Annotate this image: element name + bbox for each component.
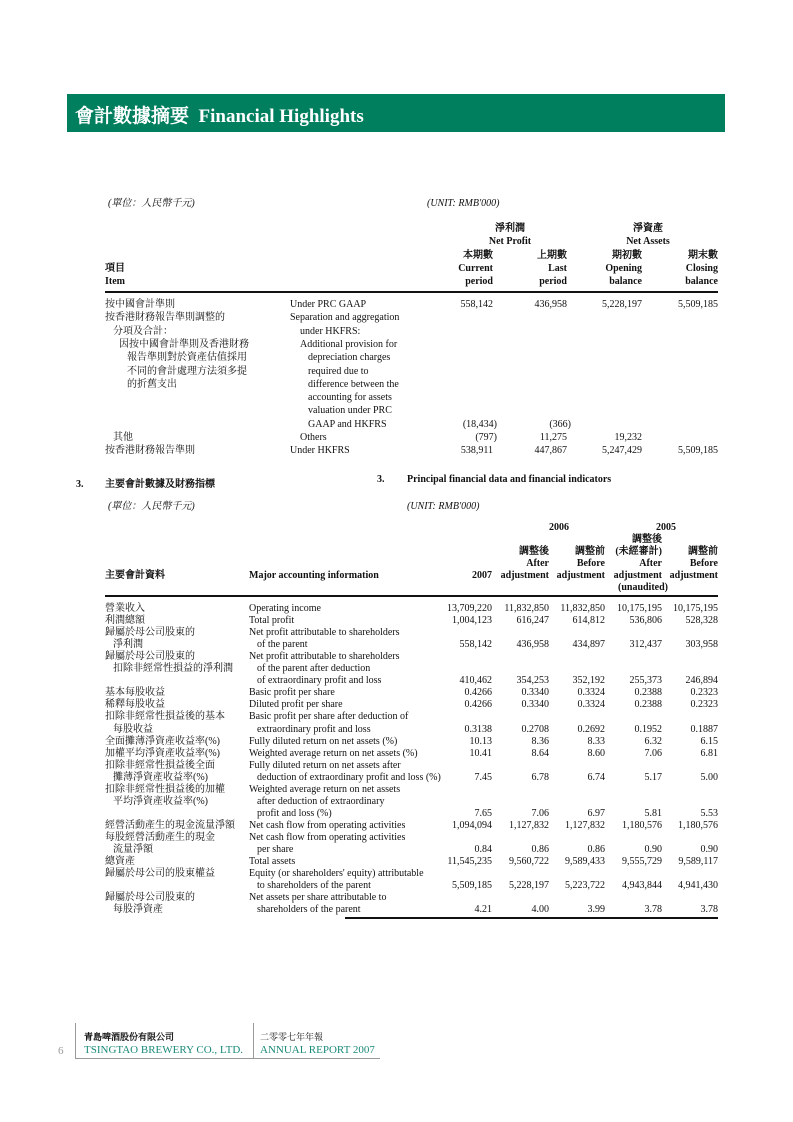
column-header-item-cn: 項目	[105, 263, 125, 274]
column-header-cn: 期末數	[688, 250, 718, 261]
table-cell: 1,127,832	[565, 819, 605, 831]
table-cell: 9,589,117	[678, 856, 718, 868]
table-cell: 11,275	[539, 432, 567, 443]
column-header-en: period	[539, 276, 567, 287]
column-header: adjustment	[556, 570, 605, 581]
table-cell: 10,175,195	[617, 603, 662, 614]
column-header: After	[639, 558, 662, 569]
column-header: Before	[576, 558, 605, 569]
table-cell: 19,232	[614, 432, 642, 443]
table-cell: 0.1952	[634, 723, 662, 735]
table-cell: 0.2708	[521, 723, 549, 735]
row-label-en: deduction of extraordinary profit and loss (%)	[257, 771, 441, 783]
table-cell: 11,832,850	[560, 603, 605, 614]
row-label-en: Net profit attributable to shareholders	[249, 651, 400, 663]
table-cell: 8.64	[531, 747, 549, 759]
table-cell: (18,434)	[462, 418, 497, 430]
table-cell: 5,228,197	[509, 880, 549, 892]
row-label-cn: 每股收益	[113, 723, 153, 735]
table-cell: 0.90	[644, 844, 662, 855]
row-label-en: Additional provision for	[300, 338, 398, 350]
table-cell: 410,462	[459, 675, 492, 687]
table-cell: 8.60	[587, 747, 605, 759]
row-label-en: to shareholders of the parent	[257, 880, 371, 892]
table-cell: 6.15	[700, 735, 718, 747]
column-header-en: balance	[609, 276, 642, 287]
table-cell: 11,545,235	[447, 856, 492, 868]
report-name-en: ANNUAL REPORT 2007	[260, 1044, 375, 1056]
row-label-en: Weighted average return on net assets (%)	[249, 747, 418, 759]
table-cell: 0.3138	[464, 723, 492, 735]
table-cell: 3.99	[587, 904, 605, 916]
row-label-cn: 扣除非經常性損益後的基本	[105, 711, 225, 723]
row-label-en: Fully diluted return on net assets (%)	[249, 735, 398, 747]
group-header-en: Net Profit	[488, 236, 532, 247]
table-cell: 5.00	[700, 771, 718, 783]
table-cell: 13,709,220	[447, 603, 492, 614]
row-label-en: difference between the	[308, 378, 399, 390]
table-cell: 255,373	[629, 675, 662, 687]
table-cell: 9,589,433	[565, 856, 605, 868]
column-header: (未經審計)	[615, 546, 662, 557]
column-header-cn: 上期數	[537, 250, 567, 261]
row-label-en: Others	[300, 432, 327, 443]
table-cell: 0.2388	[634, 687, 662, 699]
table-cell: 1,127,832	[509, 819, 549, 831]
table-cell: 8.33	[587, 735, 605, 747]
table-cell: 6.97	[587, 807, 605, 819]
row-label-cn: 歸屬於母公司的股東權益	[105, 868, 215, 880]
header-rule	[105, 291, 718, 293]
row-label-cn: 按香港財務報告準則	[105, 445, 195, 457]
header-rule	[105, 595, 718, 597]
table-cell: 7.45	[474, 771, 492, 783]
table-cell: 303,958	[685, 639, 718, 651]
table-cell: 4.00	[531, 904, 549, 916]
row-label-en: of the parent after deduction	[257, 663, 371, 675]
table-cell: 4.21	[474, 904, 492, 916]
row-label-en: Net assets per share attributable to	[249, 892, 387, 904]
row-label-cn: 利潤總額	[105, 615, 145, 627]
page-title	[75, 101, 364, 128]
table-cell: 536,806	[629, 615, 662, 627]
table-cell: 312,437	[629, 639, 662, 651]
table-cell: (366)	[549, 418, 571, 430]
row-label-cn: 攤薄淨資產收益率(%)	[113, 771, 208, 783]
group-header-cn: 淨利潤	[495, 223, 525, 234]
table-cell: 0.86	[531, 844, 549, 855]
row-label-cn: 歸屬於母公司股東的	[105, 892, 195, 904]
table-cell: 0.3324	[577, 687, 605, 699]
table-cell: 5,247,429	[602, 445, 642, 457]
column-header-item-en: Item	[105, 276, 125, 287]
row-label-en: depreciation charges	[308, 352, 391, 364]
row-label-en: Net profit attributable to shareholders	[249, 627, 400, 639]
column-header: After	[526, 558, 549, 569]
row-label-cn: 扣除非經常性損益後全面	[105, 759, 215, 771]
table-cell: 528,328	[685, 615, 718, 627]
company-name-cn: 青島啤酒股份有限公司	[84, 1032, 175, 1042]
title-cn: 會計數據摘要	[75, 106, 190, 127]
table-cell: 0.2323	[690, 699, 718, 711]
footer-divider	[253, 1023, 254, 1059]
column-header: 2007	[472, 570, 492, 581]
table-cell: 436,958	[534, 299, 567, 310]
row-label-en: under HKFRS:	[300, 325, 361, 337]
row-label-en: Basic profit per share	[249, 687, 335, 699]
column-header: 調整前	[575, 546, 605, 557]
row-label-cn: 的折舊支出	[127, 378, 177, 390]
table-cell: 0.86	[587, 844, 605, 855]
table-cell: 4,941,430	[678, 880, 718, 892]
unit-label-cn: (單位：人民幣千元)	[108, 501, 195, 512]
row-label-cn: 加權平均淨資產收益率(%)	[105, 747, 220, 759]
column-header-en: Major accounting information	[249, 570, 379, 581]
column-header-cn: 本期數	[463, 250, 493, 261]
row-label-cn: 平均淨資產收益率(%)	[113, 795, 208, 807]
table-cell: 10,175,195	[673, 603, 718, 614]
table-cell: 1,180,576	[622, 819, 662, 831]
table-cell: 1,180,576	[678, 819, 718, 831]
column-header-en: Closing	[685, 263, 718, 274]
row-label-en: Fully diluted return on net assets after	[249, 759, 401, 771]
row-label-en: valuation under PRC	[308, 405, 392, 417]
table-cell: 0.2323	[690, 687, 718, 699]
row-label-cn: 淨利潤	[113, 639, 143, 651]
column-header: 調整後	[519, 546, 549, 557]
row-label-en: Diluted profit per share	[249, 699, 343, 711]
table-cell: 9,560,722	[509, 856, 549, 868]
row-label-cn: 扣除非經常性損益的淨利潤	[113, 663, 233, 675]
table-cell: 0.84	[474, 844, 492, 855]
column-header: 調整後	[632, 534, 662, 545]
row-label-en: Separation and aggregation	[290, 312, 400, 324]
column-header-en: Opening	[605, 263, 642, 274]
table-cell: 3.78	[700, 904, 718, 916]
row-label-cn: 基本每股收益	[105, 687, 165, 699]
table-cell: 7.06	[531, 807, 549, 819]
column-header: Before	[689, 558, 718, 569]
table-cell: 0.4266	[464, 687, 492, 699]
row-label-en: of the parent	[257, 639, 308, 651]
row-label-cn: 總資產	[105, 856, 135, 868]
table-cell: 6.32	[644, 735, 662, 747]
table-cell: 447,867	[534, 445, 567, 457]
table-cell: 616,247	[516, 615, 549, 627]
footer-rule	[75, 1058, 380, 1059]
table-cell: 4,943,844	[622, 880, 662, 892]
table-cell: 5,509,185	[452, 880, 492, 892]
row-label-en: Under PRC GAAP	[290, 299, 367, 310]
section-title-en: Principal financial data and financial indicators	[407, 474, 612, 485]
row-label-en: Basic profit per share after deduction of	[249, 711, 409, 723]
company-name-en: TSINGTAO BREWERY CO., LTD.	[84, 1044, 244, 1056]
table-cell: 5,228,197	[602, 299, 642, 310]
row-label-cn: 其他	[113, 432, 133, 443]
table-cell: 5.81	[644, 807, 662, 819]
table-cell: 1,004,123	[452, 615, 492, 627]
table-cell: 0.1887	[690, 723, 718, 735]
table-cell: 10.41	[469, 747, 492, 759]
row-label-cn: 全面攤薄淨資產收益率(%)	[105, 735, 220, 747]
table-cell: 354,253	[516, 675, 549, 687]
table-cell: 0.3324	[577, 699, 605, 711]
unit-label-en: (UNIT: RMB'000)	[407, 501, 480, 512]
title-en: Financial Highlights	[198, 106, 364, 127]
table-cell: 6.78	[531, 771, 549, 783]
unit-label-cn: (單位：人民幣千元)	[108, 198, 195, 209]
table-cell: 246,894	[685, 675, 718, 687]
table-cell: 6.74	[587, 771, 605, 783]
table-cell: 614,812	[572, 615, 605, 627]
unit-label-en: (UNIT: RMB'000)	[427, 198, 500, 209]
table-cell: 558,142	[460, 299, 493, 310]
table-cell: 0.3340	[521, 687, 549, 699]
year-header: 2005	[656, 522, 676, 533]
table-cell: 0.90	[700, 844, 718, 855]
column-header: adjustment	[500, 570, 549, 581]
row-label-cn: 按中國會計準則	[105, 299, 175, 310]
footer-divider	[75, 1023, 76, 1059]
column-header-cn: 主要會計資料	[105, 570, 165, 581]
row-label-en: required due to	[308, 365, 369, 377]
table-cell: 5,223,722	[565, 880, 605, 892]
column-header: adjustment	[613, 570, 662, 581]
table-cell: 5.53	[700, 807, 718, 819]
table-cell: 352,192	[572, 675, 605, 687]
section-number: 3.	[377, 474, 385, 485]
row-label-en: Net cash flow from operating activities	[249, 831, 406, 843]
row-label-cn: 經營活動產生的現金流量淨額	[105, 819, 235, 831]
section-number: 3.	[76, 479, 84, 490]
column-header-en: balance	[685, 276, 718, 287]
table-bottom-rule	[345, 917, 718, 919]
row-label-en: shareholders of the parent	[257, 904, 361, 916]
table-cell: 7.06	[644, 747, 662, 759]
table-cell: 0.3340	[521, 699, 549, 711]
report-name-cn: 二零零七年年報	[260, 1032, 324, 1042]
table-cell: 9,555,729	[622, 856, 662, 868]
page-number: 6	[58, 1045, 64, 1057]
row-label-en: after deduction of extraordinary	[257, 795, 385, 807]
row-label-cn: 每股淨資產	[113, 904, 163, 916]
table-cell: 10.13	[469, 735, 492, 747]
table-cell: 1,094,094	[452, 819, 492, 831]
table-cell: 434,897	[572, 639, 605, 651]
column-header-cn: 期初數	[612, 250, 642, 261]
table-cell: 538,911	[460, 445, 493, 457]
table-cell: 6.81	[700, 747, 718, 759]
table-cell: 5.17	[644, 771, 662, 783]
row-label-cn: 歸屬於母公司股東的	[105, 651, 195, 663]
row-label-cn: 營業收入	[105, 603, 145, 614]
table-cell: 0.2692	[577, 723, 605, 735]
row-label-cn: 流量淨額	[113, 844, 153, 855]
row-label-cn: 扣除非經常性損益後的加權	[105, 783, 225, 795]
row-label-cn: 分項及合計：	[113, 325, 173, 337]
column-header-en: Current	[458, 263, 493, 274]
table-cell: 7.65	[474, 807, 492, 819]
column-header-en: period	[465, 276, 493, 287]
column-header: adjustment	[669, 570, 718, 581]
row-label-en: Total profit	[249, 615, 295, 627]
row-label-en: profit and loss (%)	[257, 807, 332, 819]
table-cell: 436,958	[516, 639, 549, 651]
row-label-en: Operating income	[249, 603, 321, 614]
row-label-cn: 不同的會計處理方法須多提	[127, 365, 247, 377]
group-header-cn: 淨資產	[633, 223, 663, 234]
row-label-en: Equity (or shareholders' equity) attributable	[249, 868, 424, 880]
row-label-cn: 按香港財務報告準則調整的	[105, 312, 225, 324]
page-title-banner	[67, 94, 725, 132]
table-cell: 11,832,850	[504, 603, 549, 614]
year-header: 2006	[549, 522, 569, 533]
row-label-en: Under HKFRS	[290, 445, 350, 457]
row-label-en: per share	[257, 844, 294, 855]
row-label-cn: 因按中國會計準則及香港財務	[119, 338, 249, 350]
table-cell: 3.78	[644, 904, 662, 916]
row-label-en: of extraordinary profit and loss	[257, 675, 382, 687]
row-label-cn: 報告準則對於資產估值採用	[127, 352, 247, 364]
section-title-cn: 主要會計數據及財務指標	[105, 479, 215, 490]
table-cell: 0.4266	[464, 699, 492, 711]
row-label-cn: 每股經營活動產生的現金	[105, 831, 215, 843]
table-cell: 558,142	[459, 639, 492, 651]
row-label-en: Total assets	[249, 856, 296, 868]
table-cell: 5,509,185	[678, 445, 718, 457]
table-cell: (797)	[475, 432, 497, 443]
row-label-cn: 歸屬於母公司股東的	[105, 627, 195, 639]
column-header-en: Last	[548, 263, 567, 274]
row-label-en: Net cash flow from operating activities	[249, 819, 406, 831]
column-header: 調整前	[688, 546, 718, 557]
row-label-cn: 稀釋每股收益	[105, 699, 165, 711]
row-label-en: GAAP and HKFRS	[308, 418, 387, 430]
row-label-en: Weighted average return on net assets	[249, 783, 401, 795]
column-header: (unaudited)	[617, 582, 668, 593]
row-label-en: accounting for assets	[308, 392, 392, 404]
group-header-en: Net Assets	[626, 236, 670, 247]
row-label-en: extraordinary profit and loss	[257, 723, 371, 735]
table-cell: 8.36	[531, 735, 549, 747]
table-cell: 5,509,185	[678, 299, 718, 310]
table-cell: 0.2388	[634, 699, 662, 711]
